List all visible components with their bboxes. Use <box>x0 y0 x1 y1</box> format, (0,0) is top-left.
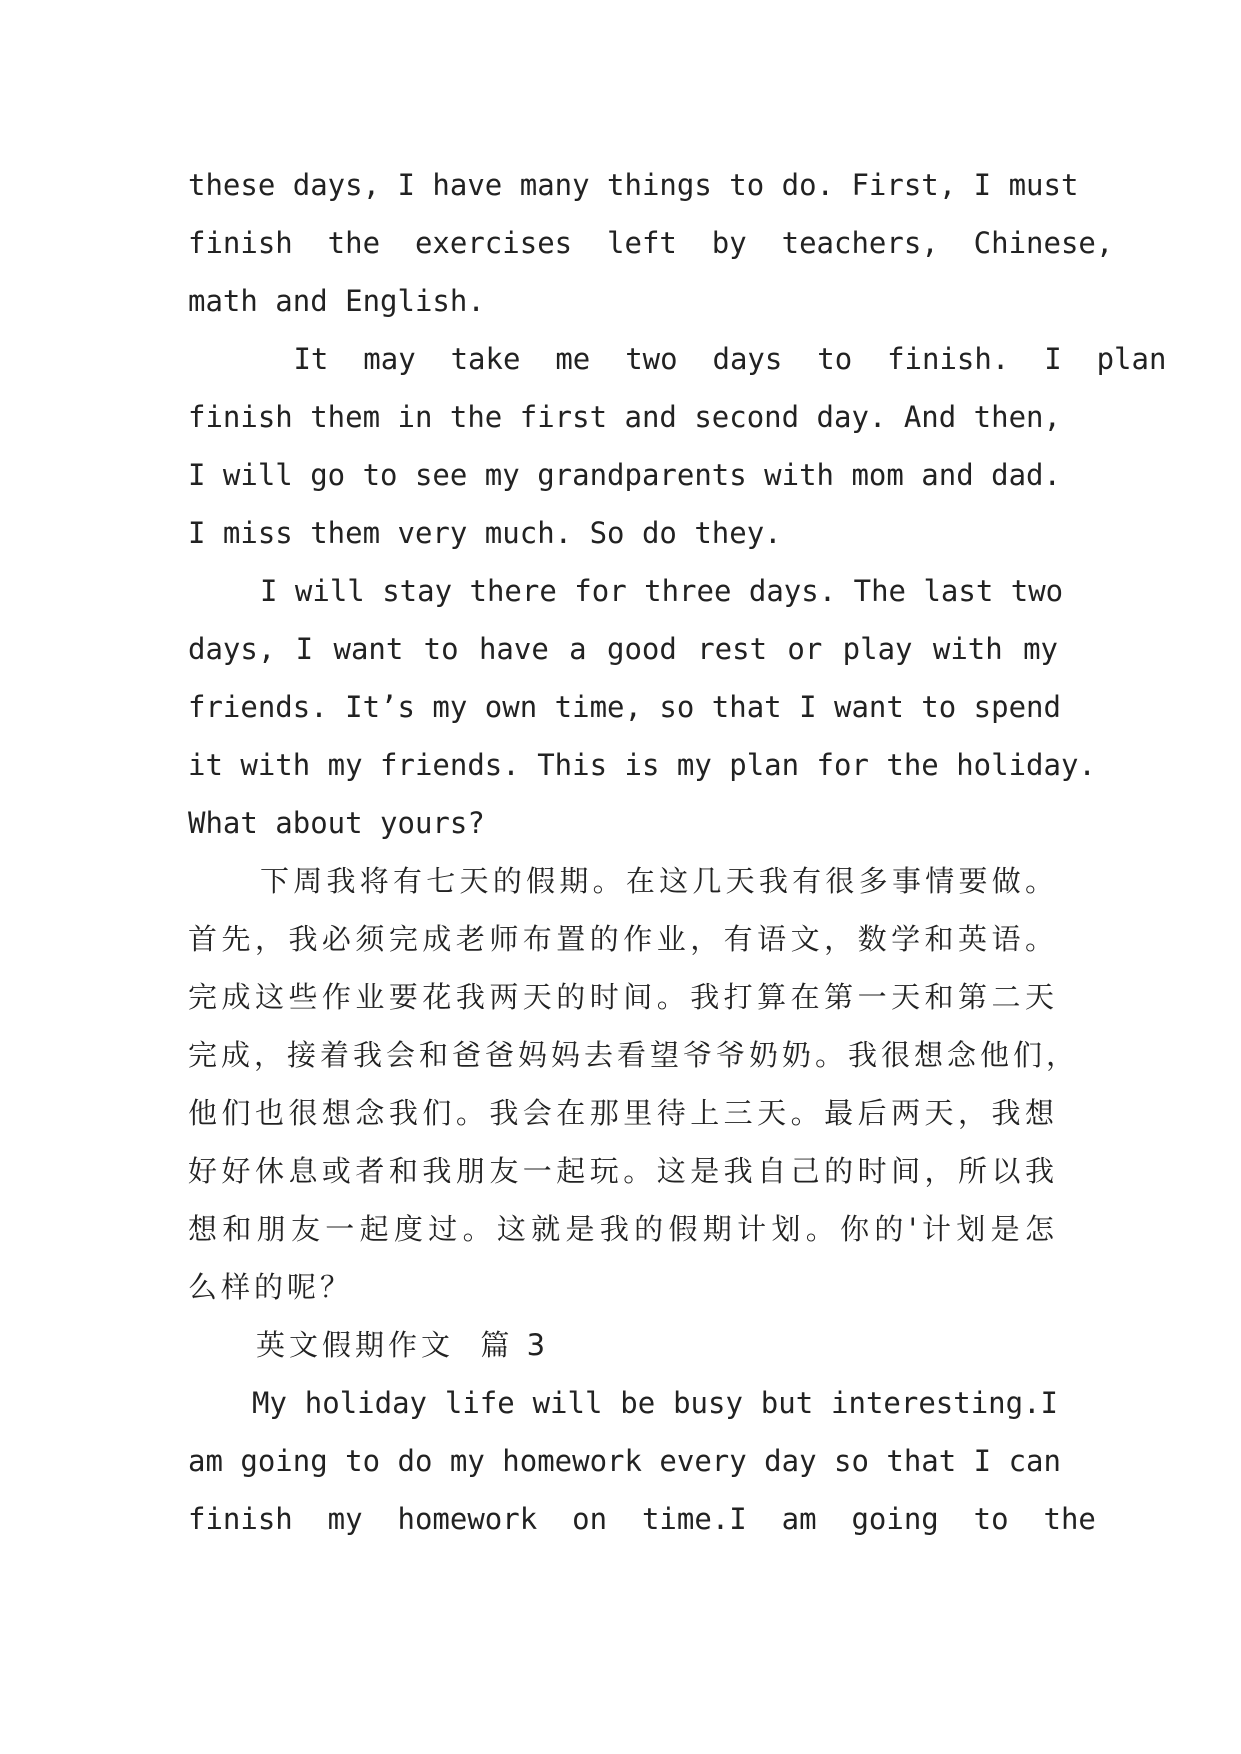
paragraph <box>188 330 1167 562</box>
text-line: finish them in the first and second day. And then, <box>188 400 1061 434</box>
document-page <box>188 156 1167 1548</box>
text-line: finish the exercises left by teachers, Chinese, <box>188 226 1114 260</box>
text-line: 完成，接着我会和爸爸妈妈去看望爷爷奶奶。我很想念他们， <box>188 1038 1080 1072</box>
paragraph <box>188 156 1114 330</box>
text-line: 么样的呢？ <box>188 1270 354 1304</box>
text-line: math and English. <box>188 284 485 318</box>
text-line: My holiday life will be busy but interesting.I <box>252 1386 1058 1420</box>
text-line: 想和朋友一起度过。这就是我的假期计划。你的'计划是怎 <box>188 1212 1058 1246</box>
text-line: 下周我将有七天的假期。在这几天我有很多事情要做。 <box>260 864 1058 898</box>
text-line: 他们也很想念我们。我会在那里待上三天。最后两天，我想 <box>188 1096 1058 1130</box>
text-line: days, I want to have a good rest or play with my <box>188 632 1058 666</box>
text-line: it with my friends. This is my plan for the holiday. <box>188 748 1096 782</box>
text-line: I miss them very much. So do they. <box>188 516 782 550</box>
section-heading: 英文假期作文 篇 3 <box>256 1328 550 1362</box>
text-line: I will stay there for three days. The last two <box>260 574 1064 608</box>
text-line: these days, I have many things to do. First, I must <box>188 168 1079 202</box>
text-line: am going to do my homework every day so that I can <box>188 1444 1061 1478</box>
paragraph <box>188 1374 1096 1548</box>
text-line: I will go to see my grandparents with mom and dad. <box>188 458 1061 492</box>
text-line: What about yours? <box>188 806 485 840</box>
text-line: It may take me two days to finish. I plan <box>276 342 1167 376</box>
text-line: friends. It’s my own time, so that I want to spend <box>188 690 1061 724</box>
text-line: finish my homework on time.I am going to the <box>188 1502 1096 1536</box>
paragraph-chinese <box>188 852 1080 1316</box>
text-line: 首先，我必须完成老师布置的作业，有语文，数学和英语。 <box>188 922 1058 956</box>
paragraph <box>188 562 1096 852</box>
text-line: 好好休息或者和我朋友一起玩。这是我自己的时间，所以我 <box>188 1154 1058 1188</box>
text-line: 完成这些作业要花我两天的时间。我打算在第一天和第二天 <box>188 980 1058 1014</box>
